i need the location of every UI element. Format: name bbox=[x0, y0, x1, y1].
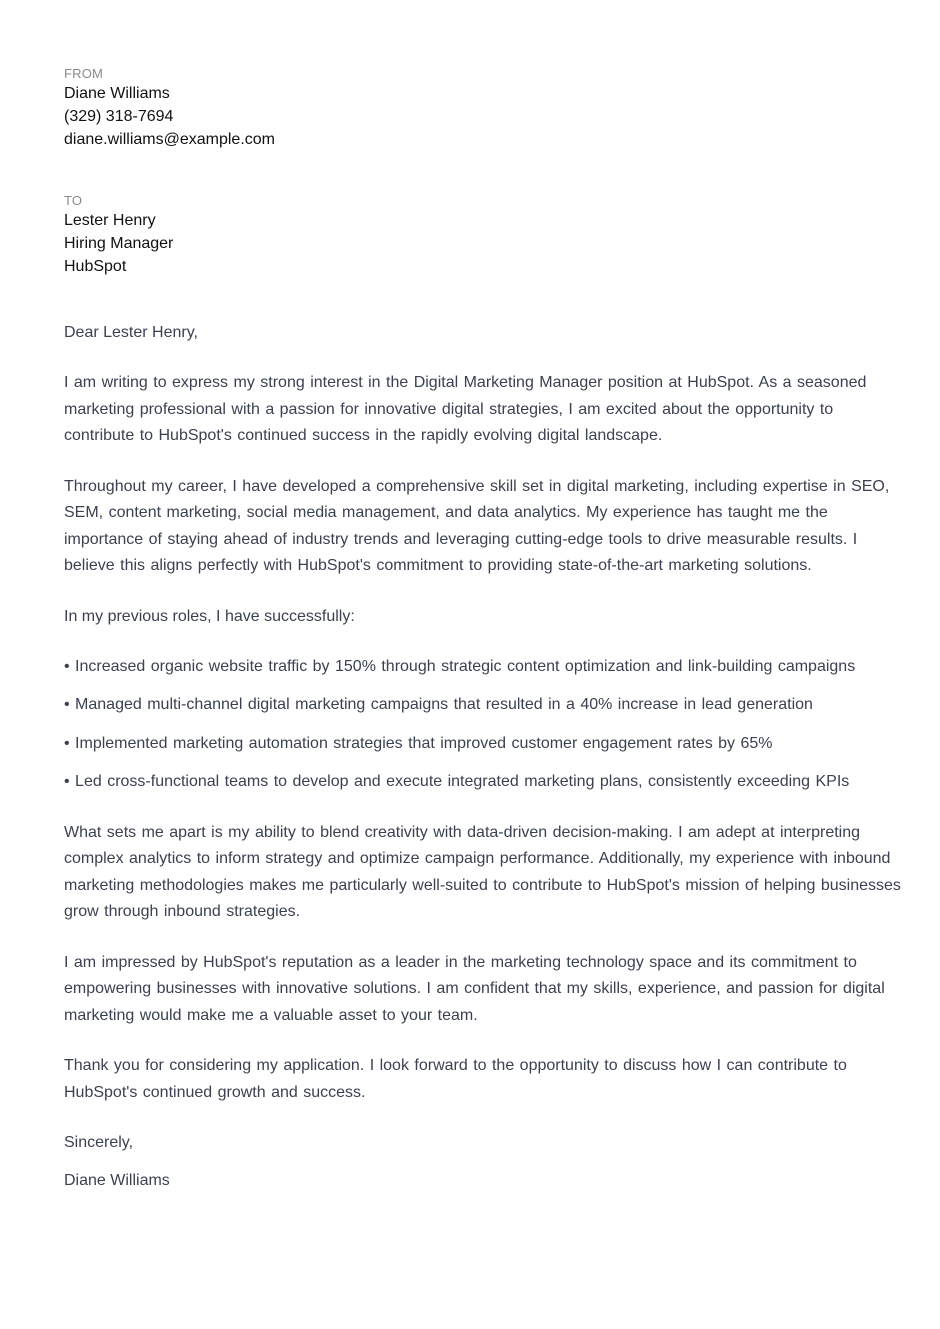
recipient-title: Hiring Manager bbox=[64, 235, 174, 252]
paragraph-intro: I am writing to express my strong interest in the Digital Marketing Manager position at HubSpot. As a seasoned marketing professional with a passion for innovative digital strategies, I am excited about the opportunity to contribute to HubSpot's continued success in the rapidly evolving digital landscape. bbox=[64, 374, 867, 444]
closing: Sincerely, bbox=[64, 1134, 134, 1151]
greeting: Dear Lester Henry, bbox=[64, 324, 198, 341]
paragraph-skills: Throughout my career, I have developed a comprehensive skill set in digital marketing, including expertise in SEO, SEM, content marketing, social media management, and data analytics. My experience has taught me the importance of staying ahead of industry trends and leveraging cutting-edge tools to drive measurable results. I believe this aligns perfectly with HubSpot's commitment to providing state-of-the-art marketing solutions. bbox=[64, 477, 890, 574]
letter-body bbox=[64, 320, 904, 1194]
sender-phone: (329) 318-7694 bbox=[64, 108, 174, 125]
signature: Diane Williams bbox=[64, 1172, 170, 1189]
list-item: • Managed multi-channel digital marketing campaigns that resulted in a 40% increase in lead generation bbox=[64, 696, 813, 713]
from-label: FROM bbox=[64, 66, 104, 81]
recipient-block bbox=[64, 193, 173, 278]
paragraph-thanks: Thank you for considering my application. I look forward to the opportunity to discuss how I can contribute to HubSpot's continued growth and success. bbox=[64, 1057, 847, 1101]
recipient-name: Lester Henry bbox=[64, 212, 156, 229]
list-item: • Increased organic website traffic by 150% through strategic content optimization and link-building campaigns bbox=[64, 657, 856, 675]
paragraph-company-fit: I am impressed by HubSpot's reputation as a leader in the marketing technology space and its commitment to empowering businesses with innovative solutions. I am confident that my skills, experience, and passion for digital marketing would make me a valuable asset to your team. bbox=[64, 953, 885, 1024]
list-item: • Led cross-functional teams to develop and execute integrated marketing plans, consistently exceeding KPIs bbox=[64, 773, 850, 790]
achievements-list bbox=[64, 654, 904, 796]
recipient-company: HubSpot bbox=[64, 258, 127, 275]
list-intro: In my previous roles, I have successfully: bbox=[64, 607, 355, 625]
sender-email: diane.williams@example.com bbox=[64, 131, 275, 148]
paragraph-differentiator: What sets me apart is my ability to blend creativity with data-driven decision-making. I am adept at interpreting complex analytics to inform strategy and optimize campaign performance. Additionally, my experience with inbound marketing methodologies makes me particularly well-suited to contribute to HubSpot's mission of helping businesses grow through inbound strategies. bbox=[64, 823, 901, 920]
list-item: • Implemented marketing automation strategies that improved customer engagement rates by 65% bbox=[64, 734, 773, 752]
sender-name: Diane Williams bbox=[64, 85, 170, 102]
sender-block bbox=[64, 66, 275, 151]
to-label: TO bbox=[64, 193, 83, 208]
